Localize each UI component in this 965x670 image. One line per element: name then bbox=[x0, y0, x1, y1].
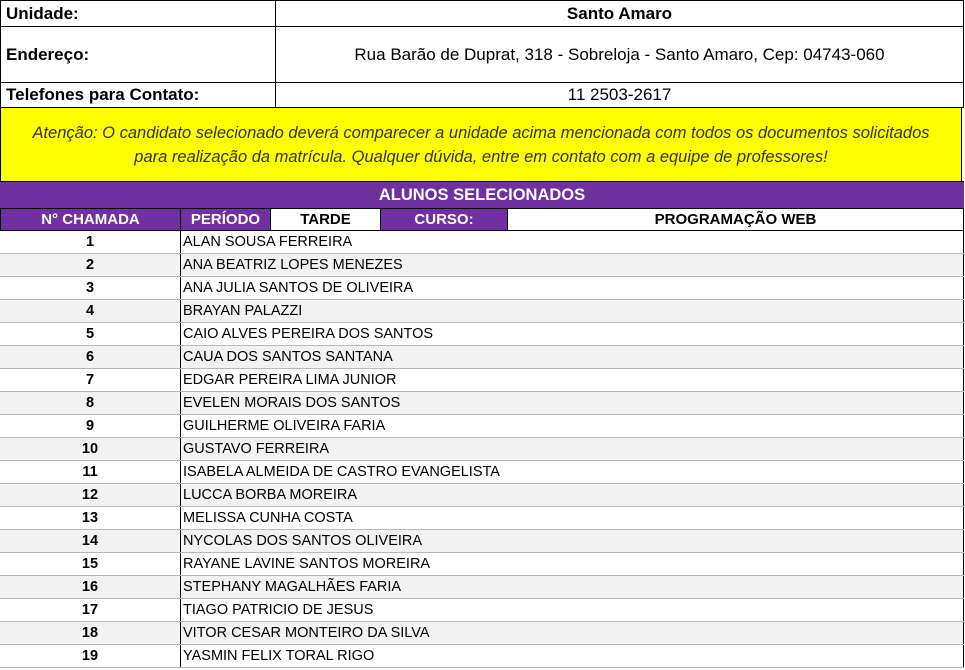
table-row bbox=[0, 576, 964, 599]
student-name[interactable]: NYCOLAS DOS SANTOS OLIVEIRA bbox=[181, 530, 964, 553]
student-number[interactable]: 16 bbox=[0, 576, 181, 599]
student-name[interactable]: ANA JULIA SANTOS DE OLIVEIRA bbox=[181, 277, 964, 300]
table-row bbox=[0, 369, 964, 392]
student-name[interactable]: GUILHERME OLIVEIRA FARIA bbox=[181, 415, 964, 438]
student-number[interactable]: 12 bbox=[0, 484, 181, 507]
student-number[interactable]: 3 bbox=[0, 277, 181, 300]
table-row bbox=[0, 277, 964, 300]
student-number[interactable]: 5 bbox=[0, 323, 181, 346]
attention-notice-text: Atenção: O candidato selecionado deverá comparecer a unidade acima mencionada com todos os documentos solicitados para realização da matrícula. Qualquer dúvida, entre em contato com a equipe de professores! bbox=[32, 123, 930, 166]
unidade-row bbox=[1, 1, 964, 27]
table-row bbox=[0, 645, 964, 668]
unit-info-table bbox=[0, 0, 964, 108]
students-table bbox=[0, 231, 964, 668]
student-name[interactable]: ALAN SOUSA FERREIRA bbox=[181, 231, 964, 254]
student-number[interactable]: 7 bbox=[0, 369, 181, 392]
students-header bbox=[0, 208, 964, 231]
student-name[interactable]: EVELEN MORAIS DOS SANTOS bbox=[181, 392, 964, 415]
section-title[interactable]: ALUNOS SELECIONADOS bbox=[0, 181, 964, 208]
student-name[interactable]: VITOR CESAR MONTEIRO DA SILVA bbox=[181, 622, 964, 645]
student-number[interactable]: 19 bbox=[0, 645, 181, 668]
student-number[interactable]: 13 bbox=[0, 507, 181, 530]
student-name[interactable]: LUCCA BORBA MOREIRA bbox=[181, 484, 964, 507]
table-row bbox=[0, 507, 964, 530]
telefones-value[interactable]: 11 2503-2617 bbox=[276, 83, 964, 108]
table-row bbox=[0, 346, 964, 369]
telefones-row bbox=[1, 83, 964, 108]
endereco-row bbox=[1, 27, 964, 83]
header-periodo-label[interactable]: PERÍODO bbox=[181, 209, 271, 231]
table-row bbox=[0, 392, 964, 415]
student-name[interactable]: RAYANE LAVINE SANTOS MOREIRA bbox=[181, 553, 964, 576]
student-number[interactable]: 10 bbox=[0, 438, 181, 461]
student-number[interactable]: 4 bbox=[0, 300, 181, 323]
student-number[interactable]: 15 bbox=[0, 553, 181, 576]
student-number[interactable]: 6 bbox=[0, 346, 181, 369]
student-name[interactable]: CAUA DOS SANTOS SANTANA bbox=[181, 346, 964, 369]
student-name[interactable]: ISABELA ALMEIDA DE CASTRO EVANGELISTA bbox=[181, 461, 964, 484]
student-name[interactable]: GUSTAVO FERREIRA bbox=[181, 438, 964, 461]
table-row bbox=[0, 300, 964, 323]
header-periodo-value[interactable]: TARDE bbox=[271, 209, 381, 231]
student-number[interactable]: 9 bbox=[0, 415, 181, 438]
student-name[interactable]: ANA BEATRIZ LOPES MENEZES bbox=[181, 254, 964, 277]
table-row bbox=[0, 484, 964, 507]
student-number[interactable]: 11 bbox=[0, 461, 181, 484]
student-name[interactable]: TIAGO PATRICIO DE JESUS bbox=[181, 599, 964, 622]
table-row bbox=[0, 415, 964, 438]
student-name[interactable]: CAIO ALVES PEREIRA DOS SANTOS bbox=[181, 323, 964, 346]
student-name[interactable]: BRAYAN PALAZZI bbox=[181, 300, 964, 323]
student-name[interactable]: STEPHANY MAGALHÃES FARIA bbox=[181, 576, 964, 599]
table-row bbox=[0, 622, 964, 645]
student-number[interactable]: 17 bbox=[0, 599, 181, 622]
table-row bbox=[0, 599, 964, 622]
unidade-label[interactable]: Unidade: bbox=[1, 1, 276, 27]
student-number[interactable]: 8 bbox=[0, 392, 181, 415]
student-name[interactable]: YASMIN FELIX TORAL RIGO bbox=[181, 645, 964, 668]
header-curso-label[interactable]: CURSO: bbox=[381, 209, 508, 231]
student-number[interactable]: 2 bbox=[0, 254, 181, 277]
table-row bbox=[0, 254, 964, 277]
table-row bbox=[0, 461, 964, 484]
table-row bbox=[0, 530, 964, 553]
student-number[interactable]: 1 bbox=[0, 231, 181, 254]
student-name[interactable]: MELISSA CUNHA COSTA bbox=[181, 507, 964, 530]
table-row bbox=[0, 231, 964, 254]
unidade-value[interactable]: Santo Amaro bbox=[276, 1, 964, 27]
header-curso-value[interactable]: PROGRAMAÇÃO WEB bbox=[508, 209, 964, 231]
student-number[interactable]: 14 bbox=[0, 530, 181, 553]
attention-notice[interactable] bbox=[0, 108, 962, 181]
table-row bbox=[0, 323, 964, 346]
endereco-label[interactable]: Endereço: bbox=[1, 27, 276, 83]
telefones-label[interactable]: Telefones para Contato: bbox=[1, 83, 276, 108]
table-row bbox=[0, 438, 964, 461]
table-row bbox=[0, 553, 964, 576]
student-number[interactable]: 18 bbox=[0, 622, 181, 645]
header-chamada[interactable]: N° CHAMADA bbox=[1, 209, 181, 231]
endereco-value[interactable]: Rua Barão de Duprat, 318 - Sobreloja - Santo Amaro, Cep: 04743-060 bbox=[276, 27, 964, 83]
student-name[interactable]: EDGAR PEREIRA LIMA JUNIOR bbox=[181, 369, 964, 392]
